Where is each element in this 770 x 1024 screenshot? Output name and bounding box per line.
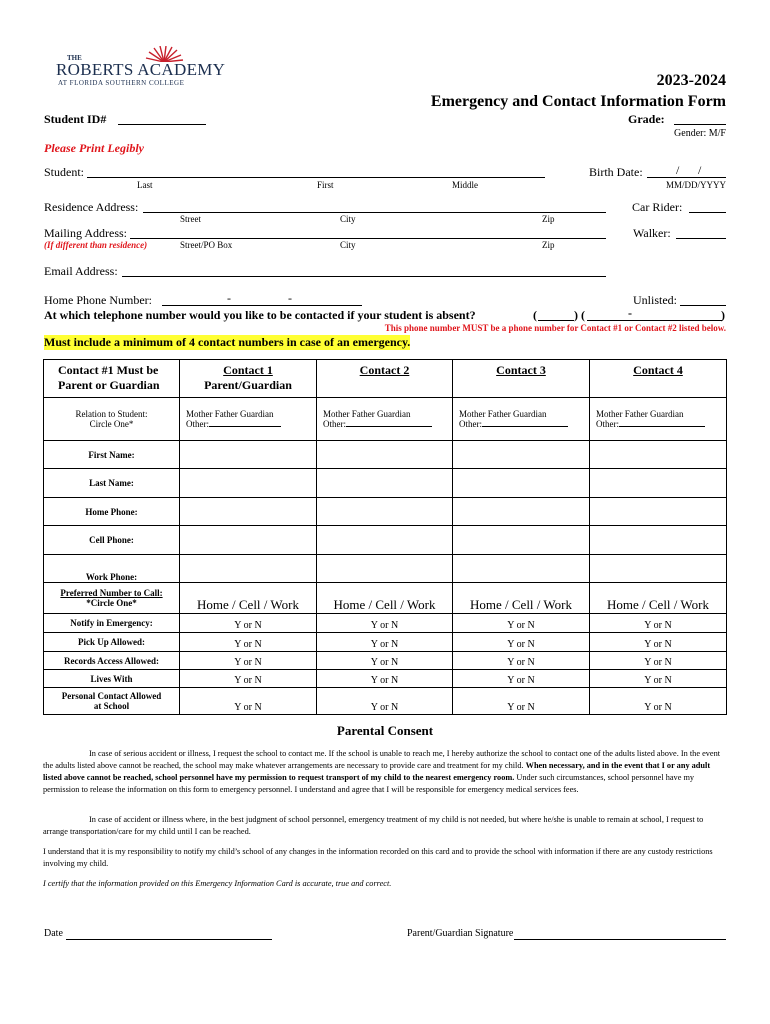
yes-no-option[interactable]: Y or N (317, 688, 453, 715)
grade-field[interactable] (674, 124, 726, 125)
absent-phone-area-field[interactable] (538, 320, 574, 321)
home-phone-field[interactable] (162, 305, 362, 306)
home-phone-label: Home Phone Number: (44, 293, 152, 307)
yes-no-option[interactable]: Y or N (180, 670, 317, 688)
work-phone-cell[interactable] (590, 555, 727, 583)
work-phone-cell[interactable] (180, 555, 317, 583)
walker-field[interactable] (676, 238, 726, 239)
absent-contact-question: At which telephone number would you like to be contacted if your student is absent? (44, 308, 476, 322)
records-access-row (44, 652, 727, 670)
work-phone-row (44, 555, 727, 583)
consent-paragraph-3: I understand that it is my responsibility to notify my child’s school of any changes in the information recorded on this card and to provide the school with information if there are any custody restrictions involving my child. (43, 847, 713, 868)
form-year: 2023-2024 (656, 72, 726, 89)
minimum-contacts-note: Must include a minimum of 4 contact numbers in case of an emergency. (44, 335, 411, 349)
work-phone-label: Work Phone: (44, 555, 180, 583)
car-rider-field[interactable] (689, 212, 726, 213)
yes-no-option[interactable]: Y or N (317, 614, 453, 633)
yes-no-option[interactable]: Y or N (590, 670, 727, 688)
last-name-row (44, 469, 727, 498)
yes-no-option[interactable]: Y or N (180, 614, 317, 633)
relation-label: Relation to Student: Circle One* (44, 398, 180, 441)
last-name-cell[interactable] (180, 469, 317, 498)
preferred-number-option[interactable]: Home / Cell / Work (590, 583, 727, 614)
mailing-address-note: (If different than residence) (44, 240, 148, 250)
relation-cell[interactable]: Mother Father Guardian Other: (590, 398, 727, 441)
residence-address-field[interactable] (143, 212, 606, 213)
home-phone-row (44, 498, 727, 526)
contact-2-header: Contact 2 (317, 360, 453, 398)
last-name-cell[interactable] (590, 469, 727, 498)
residence-city-caption: City (340, 214, 356, 224)
first-name-label: First Name: (44, 441, 180, 469)
work-phone-cell[interactable] (453, 555, 590, 583)
date-field[interactable] (66, 939, 272, 940)
yes-no-option[interactable]: Y or N (180, 688, 317, 715)
yes-no-option[interactable]: Y or N (453, 670, 590, 688)
logo-the: THE (67, 54, 82, 62)
relation-row (44, 398, 727, 441)
pick-up-label: Pick Up Allowed: (44, 633, 180, 652)
mailing-zip-caption: Zip (542, 240, 555, 250)
cell-phone-row (44, 526, 727, 555)
yes-no-option[interactable]: Y or N (180, 652, 317, 670)
preferred-number-option[interactable]: Home / Cell / Work (453, 583, 590, 614)
first-name-cell[interactable] (453, 441, 590, 469)
personal-contact-row (44, 688, 727, 715)
preferred-number-option[interactable]: Home / Cell / Work (317, 583, 453, 614)
consent-paragraph-2: In case of accident or illness where, in the best judgment of school personnel, emergency treatment of my child is not needed, but where he/she is unable to remain at school, I request to arrange transportation/care for my child until I can be reached. (43, 815, 704, 836)
school-logo (52, 46, 232, 90)
relation-cell[interactable]: Mother Father Guardian Other: (453, 398, 590, 441)
logo-subtitle: AT FLORIDA SOUTHERN COLLEGE (58, 79, 185, 87)
pick-up-row (44, 633, 727, 652)
birth-date-format: MM/DD/YYYY (665, 180, 726, 190)
first-name-caption: First (317, 180, 334, 190)
mailing-street-caption: Street/PO Box (180, 240, 233, 250)
records-access-label: Records Access Allowed: (44, 652, 180, 670)
relation-cell[interactable]: Mother Father Guardian Other: (317, 398, 453, 441)
email-label: Email Address: (44, 264, 118, 278)
student-name-field[interactable] (87, 177, 545, 178)
parental-consent-title: Parental Consent (336, 723, 434, 738)
cell-phone-cell[interactable] (453, 526, 590, 555)
last-name-caption: Last (137, 180, 153, 190)
yes-no-option[interactable]: Y or N (317, 633, 453, 652)
corner-header: Contact #1 Must be Parent or Guardian (44, 360, 180, 398)
grade-label: Grade: (628, 112, 665, 126)
preferred-number-label: Preferred Number to Call: *Circle One* (44, 583, 180, 614)
birth-date-field[interactable] (647, 177, 726, 178)
home-phone-row-label: Home Phone: (44, 498, 180, 526)
student-id-label: Student ID# (44, 112, 107, 126)
lives-with-label: Lives With (44, 670, 180, 688)
yes-no-option[interactable]: Y or N (317, 670, 453, 688)
yes-no-option[interactable]: Y or N (590, 614, 727, 633)
contact-4-header: Contact 4 (590, 360, 727, 398)
date-label: Date (44, 928, 63, 939)
signature-field[interactable] (514, 939, 726, 940)
lives-with-row (44, 670, 727, 688)
yes-no-option[interactable]: Y or N (180, 633, 317, 652)
print-legibly-note: Please Print Legibly (44, 141, 144, 155)
residence-street-caption: Street (180, 214, 201, 224)
home-phone-cell[interactable] (317, 498, 453, 526)
gender-label: Gender: M/F (674, 128, 726, 139)
work-phone-cell[interactable] (317, 555, 453, 583)
cell-phone-cell[interactable] (317, 526, 453, 555)
preferred-number-option[interactable]: Home / Cell / Work (180, 583, 317, 614)
certification-statement: I certify that the information provided on this Emergency Information Card is accurate, true and correct. (43, 879, 392, 888)
residence-zip-caption: Zip (542, 214, 555, 224)
contact-1-header: Contact 1 Parent/Guardian (180, 360, 317, 398)
notify-emergency-row (44, 614, 727, 633)
residence-address-label: Residence Address: (44, 200, 139, 214)
email-field[interactable] (122, 276, 606, 277)
contact-3-header: Contact 3 (453, 360, 590, 398)
absent-phone-number-field[interactable] (587, 320, 722, 321)
logo-name: ROBERTS ACADEMY (56, 60, 226, 79)
yes-no-option[interactable]: Y or N (453, 688, 590, 715)
unlisted-field[interactable] (680, 305, 726, 306)
relation-cell[interactable]: Mother Father Guardian Other: (180, 398, 317, 441)
student-id-field[interactable] (118, 124, 206, 125)
mailing-address-label: Mailing Address: (44, 226, 127, 240)
cell-phone-cell[interactable] (180, 526, 317, 555)
first-name-cell[interactable] (317, 441, 453, 469)
last-name-cell[interactable] (453, 469, 590, 498)
absent-phone-note: This phone number MUST be a phone number for Contact #1 or Contact #2 listed below. (384, 323, 726, 333)
car-rider-label: Car Rider: (632, 200, 683, 214)
yes-no-option[interactable]: Y or N (590, 633, 727, 652)
table-header-row (44, 360, 727, 398)
yes-no-option[interactable]: Y or N (590, 688, 727, 715)
home-phone-cell[interactable] (180, 498, 317, 526)
contacts-table (43, 359, 727, 715)
birth-date-label: Birth Date: (589, 165, 643, 179)
consent-paragraph-1: In case of serious accident or illness, I request the school to contact me. If the school is unable to reach me, I hereby authorize the school to contact one of the adults listed above. In the event the adults listed above cannot be reached, the school may make whatever arrangements are necessary to provide care and treatment for my child. When necessary, and in the event that I or any adult listed above cannot be reached, school personnel have my permission to request transport of my child to the nearest emergency room. Under such circumstances, school personnel have my permission to release the information on this form to emergency personnel. I understand and agree that I will be responsible for emergency medical services fees. (43, 749, 721, 794)
first-name-cell[interactable] (590, 441, 727, 469)
first-name-cell[interactable] (180, 441, 317, 469)
cell-phone-label: Cell Phone: (44, 526, 180, 555)
walker-label: Walker: (633, 226, 671, 240)
yes-no-option[interactable]: Y or N (453, 652, 590, 670)
last-name-label: Last Name: (44, 469, 180, 498)
yes-no-option[interactable]: Y or N (590, 652, 727, 670)
mailing-city-caption: City (340, 240, 356, 250)
yes-no-option[interactable]: Y or N (453, 614, 590, 633)
preferred-number-row (44, 583, 727, 614)
signature-label: Parent/Guardian Signature (407, 928, 514, 939)
home-phone-cell[interactable] (453, 498, 590, 526)
middle-name-caption: Middle (452, 180, 478, 190)
yes-no-option[interactable]: Y or N (453, 633, 590, 652)
unlisted-label: Unlisted: (633, 293, 677, 307)
student-label: Student: (44, 165, 85, 179)
cell-phone-cell[interactable] (590, 526, 727, 555)
form-title: Emergency and Contact Information Form (430, 93, 726, 110)
last-name-cell[interactable] (317, 469, 453, 498)
first-name-row (44, 441, 727, 469)
yes-no-option[interactable]: Y or N (317, 652, 453, 670)
mailing-address-field[interactable] (130, 238, 606, 239)
personal-contact-label: Personal Contact Allowed at School (44, 688, 180, 715)
home-phone-cell[interactable] (590, 498, 727, 526)
notify-emergency-label: Notify in Emergency: (44, 614, 180, 633)
